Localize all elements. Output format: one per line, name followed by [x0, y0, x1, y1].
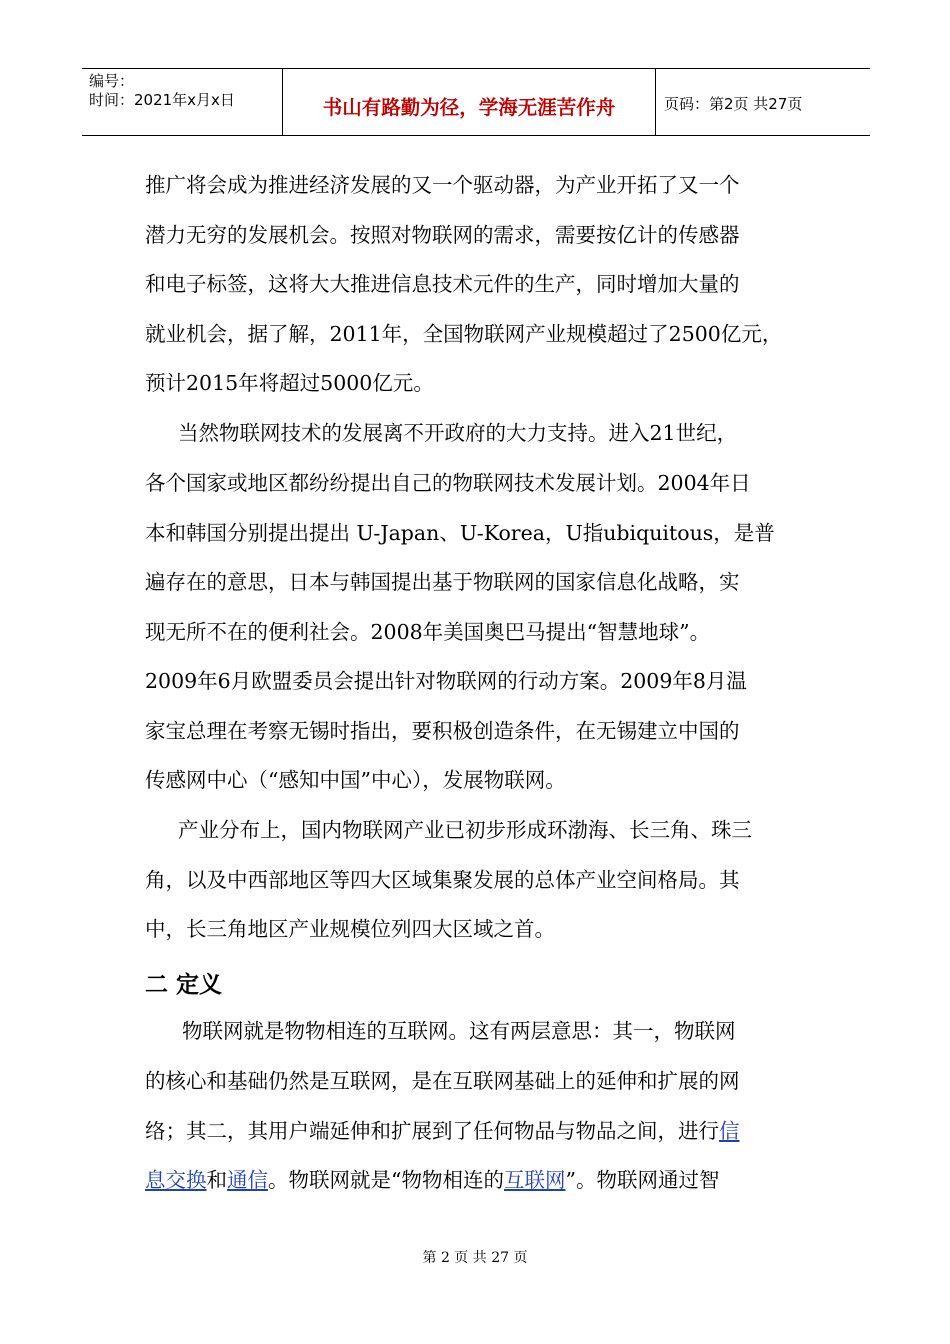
text-line: 推广将会成为推进经济发展的又一个驱动器，为产业开拓了又一个 — [145, 173, 740, 197]
text-line: 遍存在的意思，日本与韩国提出基于物联网的国家信息化战略，实 — [145, 570, 740, 594]
header-date-label: 时间：2021年x月x日 — [89, 91, 235, 109]
section-heading: 二 定义 — [145, 972, 223, 998]
communication-link[interactable]: 通信 — [227, 1168, 268, 1192]
header-page-info: 页码：第2页 共27页 — [664, 95, 803, 113]
text-line: 潜力无穷的发展机会。按照对物联网的需求，需要按亿计的传感器 — [145, 223, 740, 247]
text-line — [145, 1167, 719, 1193]
text-span: ”。物联网通过智 — [565, 1168, 720, 1192]
header-divider — [655, 68, 656, 136]
info-exchange-link[interactable]: 信 — [719, 1119, 740, 1143]
text-line: 各个国家或地区都纷纷提出自己的物联网技术发展计划。2004年日 — [145, 471, 751, 495]
text-line: 2009年6月欧盟委员会提出针对物联网的行动方案。2009年8月温 — [145, 669, 747, 693]
internet-link[interactable]: 互联网 — [503, 1168, 566, 1192]
text-line: 角，以及中西部地区等四大区域集聚发展的总体产业空间格局。其 — [145, 868, 740, 892]
header-number-label: 编号： — [89, 72, 135, 90]
text-line: 和电子标签，这将大大推进信息技术元件的生产，同时增加大量的 — [145, 272, 740, 296]
text-line: 中，长三角地区产业规模位列四大区域之首。 — [145, 917, 555, 941]
page-footer: 第 2 页 共 27 页 — [422, 1250, 528, 1266]
text-line: 本和韩国分别提出提出 U-Japan、U-Korea，U指ubiquitous，是普 — [145, 521, 775, 545]
header-bottom-rule — [82, 135, 870, 136]
text-line — [145, 1118, 740, 1144]
text-span: 。物联网就是“物物相连的 — [268, 1168, 504, 1192]
text-span: 和 — [206, 1168, 227, 1192]
text-line: 就业机会，据了解，2011年，全国物联网产业规模超过了2500亿元， — [145, 322, 783, 346]
text-line: 预计2015年将超过5000亿元。 — [145, 371, 434, 395]
text-line: 现无所不在的便利社会。2008年美国奥巴马提出“智慧地球”。 — [145, 620, 711, 644]
header-divider — [282, 68, 283, 136]
text-span: 络；其二，其用户端延伸和扩展到了任何物品与物品之间，进行 — [145, 1119, 719, 1143]
text-line: 当然物联网技术的发展离不开政府的大力支持。进入21世纪， — [178, 421, 738, 445]
text-line: 传感网中心（“感知中国”中心），发展物联网。 — [145, 768, 566, 792]
header-left — [89, 72, 235, 110]
header-top-rule — [82, 68, 870, 69]
text-line: 物联网就是物物相连的互联网。这有两层意思：其一，物联网 — [182, 1019, 736, 1043]
text-line: 的核心和基础仍然是互联网，是在互联网基础上的延伸和扩展的网 — [145, 1069, 740, 1093]
header-motto: 书山有路勤为径，学海无涯苦作舟 — [322, 96, 616, 119]
info-exchange-link[interactable]: 息交换 — [145, 1168, 207, 1192]
text-line: 家宝总理在考察无锡时指出，要积极创造条件，在无锡建立中国的 — [145, 719, 740, 743]
text-line: 产业分布上，国内物联网产业已初步形成环渤海、长三角、珠三 — [178, 818, 752, 842]
